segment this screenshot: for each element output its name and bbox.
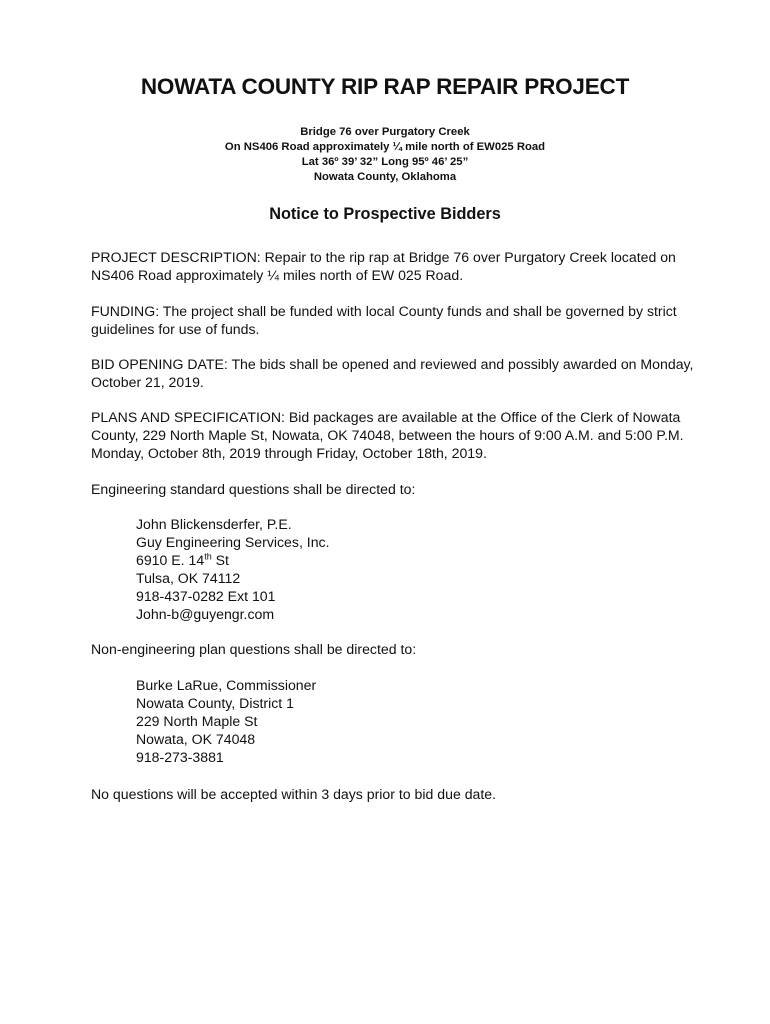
engineering-contact-street [136, 551, 636, 569]
subtitle-county: Nowata County, Oklahoma [313, 171, 457, 183]
engineering-street-ordinal: th [204, 551, 212, 562]
engineering-intro: Engineering standard questions shall be directed to: [91, 481, 416, 497]
engineering-contact-city: Tulsa, OK 74112 [136, 570, 241, 586]
non-engineering-contact-street: 229 North Maple St [136, 713, 258, 729]
non-engineering-contact-phone: 918-273-3881 [136, 749, 224, 765]
engineering-street-suffix: St [211, 552, 229, 568]
non-engineering-contact-name: Burke LaRue, Commissioner [136, 677, 317, 693]
subtitle-bridge: Bridge 76 over Purgatory Creek [300, 126, 470, 138]
notice-heading: Notice to Prospective Bidders [269, 205, 501, 223]
funding-paragraph: FUNDING: The project shall be funded with local County funds and shall be governed by strict guidelines for use of funds. [91, 303, 677, 337]
non-engineering-contact-organization: Nowata County, District 1 [136, 695, 294, 711]
bid-opening-paragraph: BID OPENING DATE: The bids shall be opened and reviewed and possibly awarded on Monday, October 21, 2019. [91, 356, 694, 390]
document-title: NOWATA COUNTY RIP RAP REPAIR PROJECT [140, 74, 630, 99]
subtitle-coordinates: Lat 36º 39’ 32” Long 95º 46’ 25” [301, 156, 469, 168]
non-engineering-intro: Non-engineering plan questions shall be directed to: [91, 641, 417, 657]
closing-paragraph: No questions will be accepted within 3 days prior to bid due date. [91, 786, 497, 802]
project-description-paragraph: PROJECT DESCRIPTION: Repair to the rip rap at Bridge 76 over Purgatory Creek located on NS406 Road approximately ¼ miles north of EW 025 Road. [91, 249, 676, 283]
engineering-contact-email[interactable]: John-b@guyengr.com [136, 606, 275, 622]
plans-specification-paragraph: PLANS AND SPECIFICATION: Bid packages are available at the Office of the Clerk of Nowata County, 229 North Maple St, Nowata, OK 74048, between the hours of 9:00 A.M. and 5:00 P.M. Monday, October 8th, 2019 through Friday, October 18th, 2019. [91, 409, 684, 461]
engineering-contact-phone: 918-437-0282 Ext 101 [136, 588, 276, 604]
engineering-street-prefix: 6910 E. 14 [136, 552, 205, 568]
non-engineering-contact-city: Nowata, OK 74048 [136, 731, 256, 747]
subtitle-road: On NS406 Road approximately ¼ mile north of EW025 Road [224, 141, 546, 153]
engineering-contact-company: Guy Engineering Services, Inc. [136, 534, 330, 550]
engineering-contact-block [136, 515, 636, 623]
non-engineering-contact-block [136, 676, 636, 766]
engineering-contact-name: John Blickensderfer, P.E. [136, 516, 292, 532]
